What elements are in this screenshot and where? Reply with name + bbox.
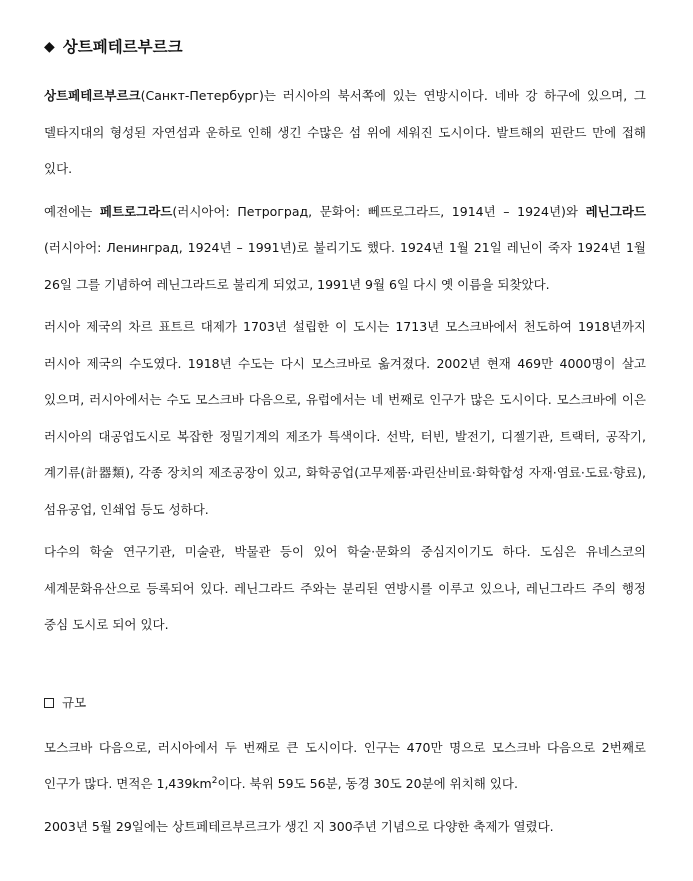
paragraph-anniversary: 2003년 5월 29일에는 상트페테르부르크가 생긴 지 300주년 기념으로 다양한 축제가 열렸다. [44, 818, 554, 834]
paragraph-intro-text: (Санкт-Петербург)는 러시아의 북서쪽에 있는 연방시이다. 네바 강 하구에 있으며, 그 델타지대의 형성된 자연섬과 운하로 인해 생긴 수많은 섬 위에 세워진 도시이다. 발트해의 핀란드 만에 접해 있다. [44, 88, 646, 176]
paragraph-intro [44, 78, 646, 188]
paragraph-scale-b: 이다. 북위 59도 56분, 동경 30도 20분에 위치해 있다. [217, 776, 518, 791]
diamond-bullet-icon: ◆ [44, 39, 55, 55]
paragraph-scale-a: 모스크바 다음으로, 러시아에서 두 번째로 큰 도시이다. 인구는 470만 명으로 모스크바 다음으로 2번째로 인구가 많다. 면적은 1,439km [44, 739, 646, 791]
document-title-text: 상트페테르부르크 [62, 38, 183, 56]
paragraph-history: 러시아 제국의 차르 표트르 대제가 1703년 설립한 이 도시는 1713년 모스크바에서 천도하여 1918년까지 러시아 제국의 수도였다. 1918년 수도는 다시 모스크바로 옮겨졌다. 2002년 현재 469만 4000명이 살고 있으며, 러시아에서는 수도 모스크바 다음으로, 유럽에서는 네 번째로 인구가 많은 도시이다. 모스크바에 이은 러시아의 대공업도시로 복잡한 정밀기계의 제조가 특색이다. 선박, 터빈, 발전기, 디젤기관, 트랙터, 공작기, 계기류(計器類), 각종 장치의 제조공장이 있고, 화학공업(고무제품·과린산비료·화학합성 자재·염료·도료·향료), 섬유공업, 인쇄업 등도 성하다. [44, 319, 646, 517]
paragraph-former-names [44, 194, 646, 304]
section-heading-scale [44, 692, 646, 714]
paragraph-former-names-d: (러시아어: Ленинград, 1924년 – 1991년)로 불리기도 했다. 1924년 1월 21일 레닌이 죽자 1924년 1월 26일 그를 기념하여 레닌그라드로 불리게 되었고, 1991년 9월 6일 다시 옛 이름을 되찾았다. [44, 240, 646, 292]
square-bullet-icon [44, 698, 54, 708]
section-heading-scale-text: 규모 [62, 694, 87, 710]
paragraph-scale [44, 730, 646, 803]
paragraph-culture: 다수의 학술 연구기관, 미술관, 박물관 등이 있어 학술·문화의 중심지이기도 하다. 도심은 유네스코의 세계문화유산으로 등록되어 있다. 레닌그라드 주와는 분리된 연방시를 이루고 있으나, 레닌그라드 주의 행정 중심 도시로 되어 있다. [44, 544, 646, 632]
paragraph-former-names-a: 예전에는 [44, 203, 100, 219]
paragraph-intro-bold: 상트페테르부르크 [44, 88, 141, 103]
document-page [44, 36, 646, 851]
term-petrograd: 페트로그라드 [99, 203, 173, 219]
document-title [44, 36, 646, 58]
term-leningrad: 레닌그라드 [585, 203, 646, 219]
area-superscript: 2 [211, 775, 218, 786]
paragraph-former-names-c: (러시아어: Петроград, 문화어: 뻬뜨로그라드, 1914년 – 1924년)와 [172, 203, 586, 219]
